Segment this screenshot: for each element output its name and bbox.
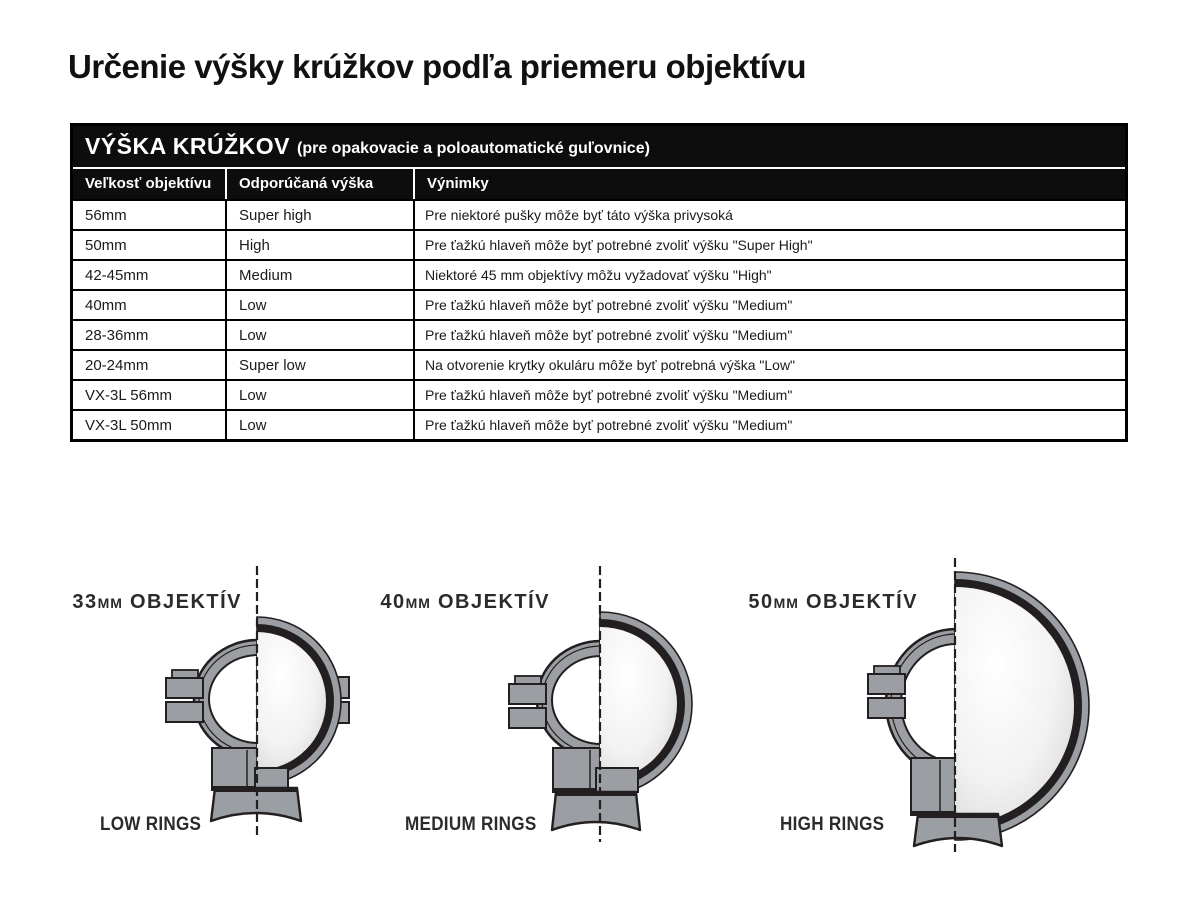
cell-objective-size: 20-24mm: [73, 349, 225, 379]
cell-objective-size: VX-3L 56mm: [73, 379, 225, 409]
cell-objective-size: 56mm: [73, 199, 225, 229]
cell-objective-size: 50mm: [73, 229, 225, 259]
cell-objective-size: 42-45mm: [73, 259, 225, 289]
cell-recommended-height: Low: [225, 289, 413, 319]
objective-size-unit: MM: [773, 595, 799, 611]
objective-size-label: [72, 591, 242, 614]
objective-size-unit: MM: [97, 595, 123, 611]
column-header-recommended-height: Odporúčaná výška: [225, 169, 413, 199]
cell-exception: Pre niektoré pušky môže byť táto výška privysoká: [413, 199, 1125, 229]
page-title: Určenie výšky krúžkov podľa priemeru objektívu: [68, 48, 806, 85]
cell-objective-size: 40mm: [73, 289, 225, 319]
objective-size-unit: MM: [405, 595, 431, 611]
cell-recommended-height: Low: [225, 379, 413, 409]
objective-word: OBJEKTÍV: [122, 591, 242, 613]
cell-exception: Pre ťažkú hlaveň môže byť potrebné zvoliť výšku "Medium": [413, 319, 1125, 349]
cell-exception: Niektoré 45 mm objektívy môžu vyžadovať výšku "High": [413, 259, 1125, 289]
table-title: VÝŠKA KRÚŽKOV: [85, 133, 290, 159]
cell-objective-size: 28-36mm: [73, 319, 225, 349]
cell-recommended-height: Super high: [225, 199, 413, 229]
column-header-objective-size: Veľkosť objektívu: [73, 169, 225, 199]
column-header-exceptions: Výnimky: [413, 169, 1125, 199]
objective-size-label: [380, 591, 550, 614]
cell-recommended-height: Super low: [225, 349, 413, 379]
cell-objective-size: VX-3L 50mm: [73, 409, 225, 439]
objective-word: OBJEKTÍV: [798, 591, 918, 613]
table-subtitle: (pre opakovacie a poloautomatické guľovnice): [297, 139, 650, 157]
cell-recommended-height: Medium: [225, 259, 413, 289]
objective-size-value: 40: [380, 591, 406, 613]
ring-height-label: MEDIUM RINGS: [405, 814, 537, 835]
cell-exception: Na otvorenie krytky okuláru môže byť potrebná výška "Low": [413, 349, 1125, 379]
objective-size-label: [748, 591, 918, 614]
cell-exception: Pre ťažkú hlaveň môže byť potrebné zvoliť výšku "Super High": [413, 229, 1125, 259]
cell-recommended-height: High: [225, 229, 413, 259]
objective-size-value: 50: [748, 591, 774, 613]
cell-exception: Pre ťažkú hlaveň môže byť potrebné zvoliť výšku "Medium": [413, 409, 1125, 439]
objective-word: OBJEKTÍV: [430, 591, 550, 613]
cell-exception: Pre ťažkú hlaveň môže byť potrebné zvoliť výšku "Medium": [413, 379, 1125, 409]
cell-exception: Pre ťažkú hlaveň môže byť potrebné zvoliť výšku "Medium": [413, 289, 1125, 319]
ring-height-label: LOW RINGS: [100, 814, 202, 835]
cell-recommended-height: Low: [225, 319, 413, 349]
objective-size-value: 33: [72, 591, 98, 613]
cell-recommended-height: Low: [225, 409, 413, 439]
ring-height-label: HIGH RINGS: [780, 814, 885, 835]
